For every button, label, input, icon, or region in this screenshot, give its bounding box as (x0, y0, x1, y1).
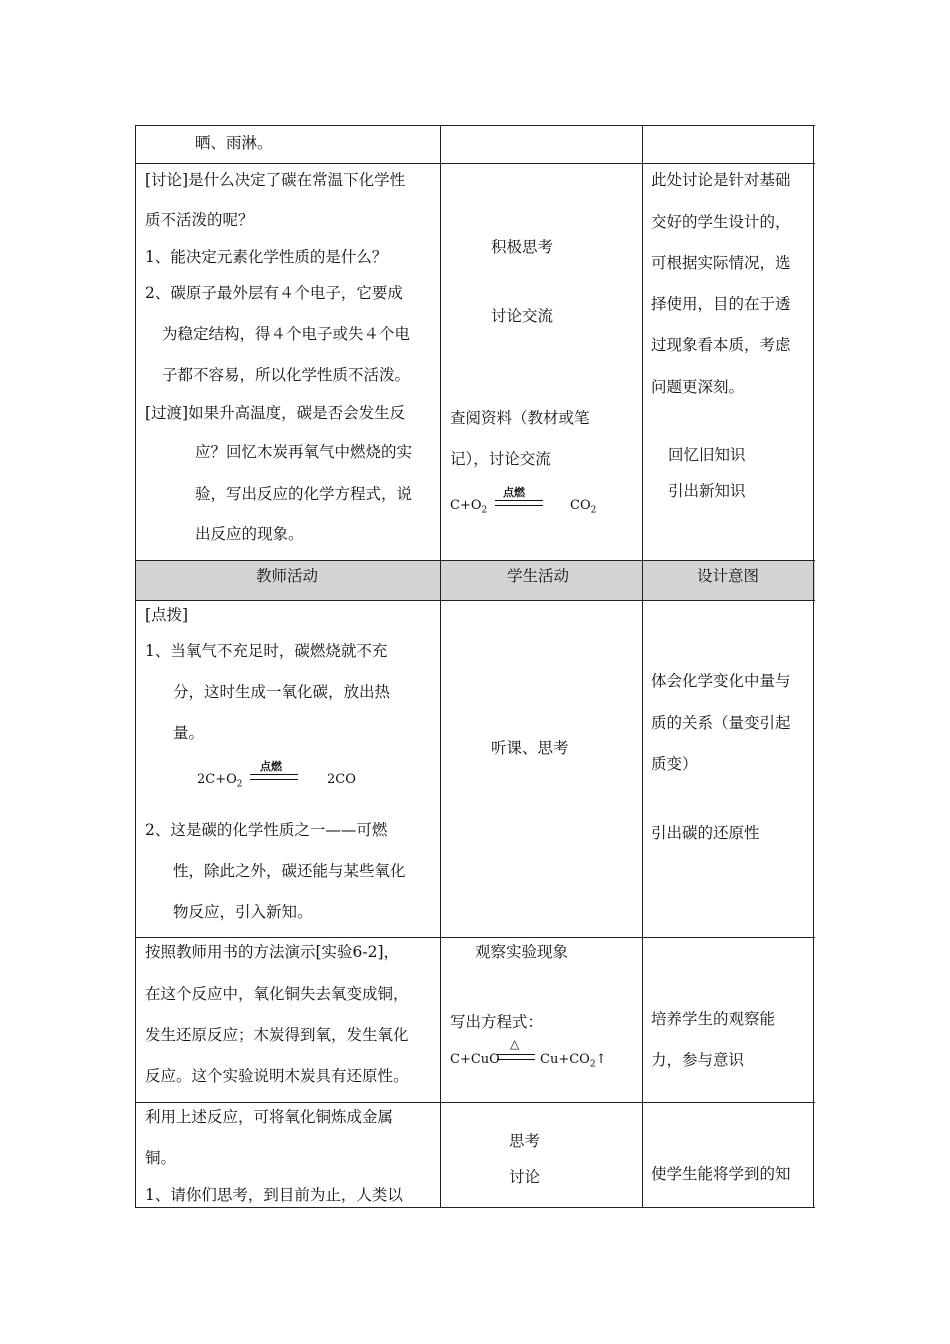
student-text: 讨论交流 (491, 307, 554, 325)
teacher-text: 应？回忆木炭再氧气中燃烧的实 (195, 443, 413, 461)
teacher-text: [点拨] (145, 606, 189, 624)
teacher-text: 在这个反应中，氧化铜失去氧变成铜， (145, 985, 409, 1003)
teacher-text: 2、这是碳的化学性质之一——可燃 (145, 821, 388, 839)
teacher-text: 1、请你们思考，到目前为止，人类以 (145, 1186, 403, 1204)
teacher-text: 物反应，引入新知。 (173, 903, 313, 921)
design-text: 过现象看本质，考虑 (651, 336, 791, 354)
teacher-text: 为稳定结构，得４个电子或失４个电 (162, 325, 411, 343)
lesson-plan-table: 晒、雨淋。 [讨论]是什么决定了碳在常温下化学性 质不活泼的呢？ 1、能决定元素化学性质的是什么？ 2、碳原子最外层有４个电子，它要成 为稳定结构，得４个电子或失４个电 子都不容易，所以化学性质不活泼。 [过渡]如果升高温度，碳是否会发生反 应？回忆木炭再氧气中燃烧的实 验，写出反应的化学方程式，说 出反应的现象。 积极思考 讨论交流 查阅资料（教材或笔 记），讨论交流 $C+O_2$ 点燃 $CO_2$ 此处讨论是针对基础 交好的学生设计的， 可根据实际情况，选 择使用，目的在于透 过现象看本质，考虑 问题更深刻。 回忆旧知识 引出新知识 教师活动 学生活动 设计意图 [点拨] 1、当氧气不充足时，碳燃烧就不充 分，这时生成一氧化碳，放出热 量。 $2C+O_2$ 点燃 2CO 2、这是碳的化学性质之一——可燃 性，除此之外，碳还能与某些氧化 物反应，引入新知。 听课、思考 体会化学变化中量与 质的关系（量变引起 质变） 引出碳的还原性 按照教师用书的方法演示[实验6-2]， 在这个反应中，氧化铜失去氧变成铜， 发生还原反应；木炭得到氧，发生氧化 反应。这个实验说明木炭具有还原性。 观察实验现象 写出方程式： C+CuO △ $Cu+CO_2↑$ 培养学生的观察能 力，参与意识 利用上述反应，可将氧化铜炼成金属 铜。 1、请你们思考，到目前为止，人类以 思考 讨论 使学生能将学到的知 (135, 125, 815, 1208)
design-text: 可根据实际情况，选 (651, 254, 791, 272)
student-text: 讨论 (509, 1168, 541, 1186)
design-text: 力，参与意识 (651, 1051, 745, 1069)
teacher-text: 量。 (173, 724, 205, 742)
design-text: 交好的学生设计的， (651, 213, 791, 231)
student-text: 观察实验现象 (475, 943, 569, 961)
teacher-text: 1、能决定元素化学性质的是什么？ (145, 248, 388, 266)
teacher-text: [过渡]如果升高温度，碳是否会发生反 (145, 404, 406, 422)
student-text: 思考 (509, 1132, 541, 1150)
teacher-text: 铜。 (145, 1149, 177, 1167)
design-text: 此处讨论是针对基础 (651, 171, 791, 189)
teacher-text: 2、碳原子最外层有４个电子，它要成 (145, 284, 403, 302)
teacher-text: 反应。这个实验说明木炭具有还原性。 (145, 1067, 409, 1085)
header-teacher: 教师活动 (256, 567, 319, 585)
teacher-text: 分，这时生成一氧化碳，放出热 (173, 683, 391, 701)
student-text: 听课、思考 (491, 739, 569, 757)
design-text: 回忆旧知识 (668, 446, 746, 464)
teacher-text: 出反应的现象。 (195, 525, 304, 543)
header-design: 设计意图 (697, 567, 760, 585)
student-text: 查阅资料（教材或笔 (450, 409, 590, 427)
teacher-text: 性，除此之外，碳还能与某些氧化 (173, 862, 406, 880)
design-text: 择使用，目的在于透 (651, 295, 791, 313)
design-text: 引出新知识 (668, 482, 746, 500)
teacher-text: 利用上述反应，可将氧化铜炼成金属 (145, 1108, 394, 1126)
teacher-text: 1、当氧气不充足时，碳燃烧就不充 (145, 642, 388, 660)
student-text: 记），讨论交流 (450, 450, 551, 468)
design-text: 质的关系（量变引起 (651, 714, 791, 732)
student-text: 积极思考 (491, 238, 554, 256)
teacher-text: [讨论]是什么决定了碳在常温下化学性 (145, 171, 406, 189)
design-text: 使学生能将学到的知 (651, 1165, 791, 1183)
design-text: 问题更深刻。 (651, 378, 745, 396)
design-text: 培养学生的观察能 (651, 1010, 776, 1028)
teacher-text: 晒、雨淋。 (195, 134, 273, 152)
header-student: 学生活动 (507, 567, 570, 585)
teacher-text: 质不活泼的呢？ (145, 211, 254, 229)
teacher-text: 发生还原反应；木炭得到氧，发生氧化 (145, 1026, 409, 1044)
design-text: 引出碳的还原性 (651, 824, 760, 842)
design-text: 体会化学变化中量与 (651, 672, 791, 690)
design-text: 质变） (651, 755, 698, 773)
student-text: 写出方程式： (450, 1013, 544, 1031)
teacher-text: 验，写出反应的化学方程式，说 (195, 485, 413, 503)
teacher-text: 子都不容易，所以化学性质不活泼。 (162, 366, 411, 384)
teacher-text: 按照教师用书的方法演示[实验6-2]， (145, 943, 400, 961)
